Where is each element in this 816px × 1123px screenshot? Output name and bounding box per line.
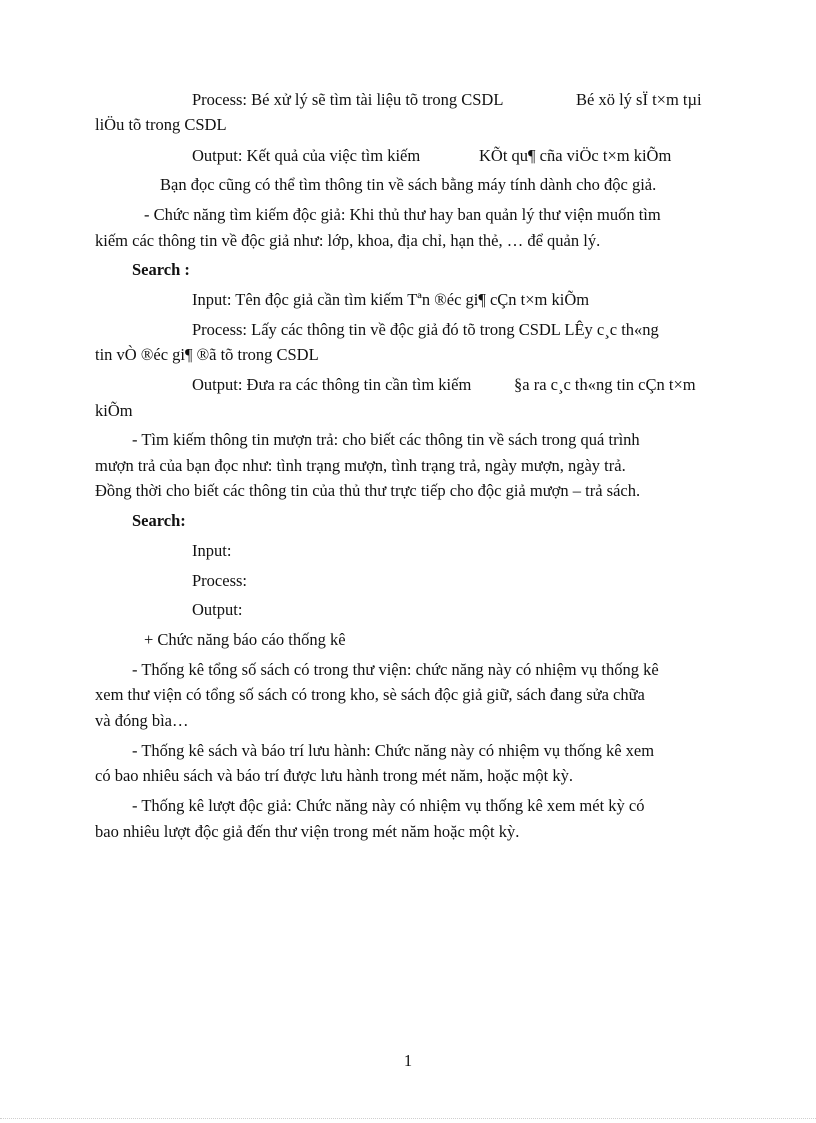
text-line: - Tìm kiếm thông tin mượn trả: cho biết các thông tin về sách trong quá trình [132, 430, 640, 449]
section-heading: Search : [132, 260, 190, 279]
text-line: - Thống kê lượt độc giả: Chức năng này có nhiệm vụ thống kê xem mét kỳ có [132, 796, 645, 815]
text-line: Input: [192, 541, 232, 560]
text-line: + Chức năng báo cáo thống kê [144, 630, 346, 649]
text-line: Bạn đọc cũng có thể tìm thông tin về sách bằng máy tính dành cho độc giả. [160, 175, 657, 194]
text-line: Process: Bé xử lý sẽ tìm tài liệu tõ trong CSDL [192, 90, 504, 109]
text-line: có bao nhiêu sách và báo trí được lưu hành trong mét năm, hoặc một kỳ. [95, 766, 573, 785]
text-line: - Thống kê sách và báo trí lưu hành: Chức năng này có nhiệm vụ thống kê xem [132, 741, 655, 760]
text-line: KÕt qu¶ cña viÖc t×m kiÕm [479, 146, 672, 165]
text-line: mượn trả của bạn đọc như: tình trạng mượn, tình trạng trả, ngày mượn, ngày trả. [95, 456, 626, 475]
text-line: Process: [192, 571, 247, 590]
text-line: xem thư viện có tổng số sách có trong kho, sè sách độc giả giữ, sách đang sửa chữa [95, 685, 645, 704]
text-line: Output: Đưa ra các thông tin cần tìm kiếm [192, 375, 472, 394]
text-line: kiÕm [95, 401, 133, 420]
text-line: §a ra c¸c th«ng tin cÇn t×m [514, 375, 696, 394]
text-line: liÖu tõ trong CSDL [95, 115, 227, 134]
text-line: - Thống kê tổng số sách có trong thư viện: chức năng này có nhiệm vụ thống kê [132, 660, 659, 679]
text-line: Input: Tên độc giả cần tìm kiếm Tªn ®éc gi¶ cÇn t×m kiÕm [192, 290, 590, 309]
text-line: kiếm các thông tin về độc giả như: lớp, khoa, địa chỉ, hạn thẻ, … để quản lý. [95, 231, 601, 250]
text-line: và đóng bìa… [95, 711, 189, 730]
text-line: Đồng thời cho biết các thông tin của thủ thư trực tiếp cho độc giả mượn – trả sách. [95, 481, 641, 500]
text-line: Process: Lấy các thông tin về độc giả đó tõ trong CSDL LÊy c¸c th«ng [192, 320, 659, 339]
text-line: bao nhiêu lượt độc giả đến thư viện trong mét năm hoặc một kỳ. [95, 822, 520, 841]
text-line: - Chức năng tìm kiếm độc giả: Khi thủ thư hay ban quản lý thư viện muốn tìm [144, 205, 661, 224]
section-heading: Search: [132, 511, 186, 530]
text-line: Bé xö lý sÏ t×m tµi [576, 90, 702, 109]
text-line: Output: [192, 600, 243, 619]
text-line: tin vÒ ®éc gi¶ ®ã tõ trong CSDL [95, 345, 319, 364]
text-line: Output: Kết quả của việc tìm kiếm [192, 146, 421, 165]
page-bottom-divider [0, 1118, 816, 1119]
page-number: 1 [403, 1051, 413, 1070]
